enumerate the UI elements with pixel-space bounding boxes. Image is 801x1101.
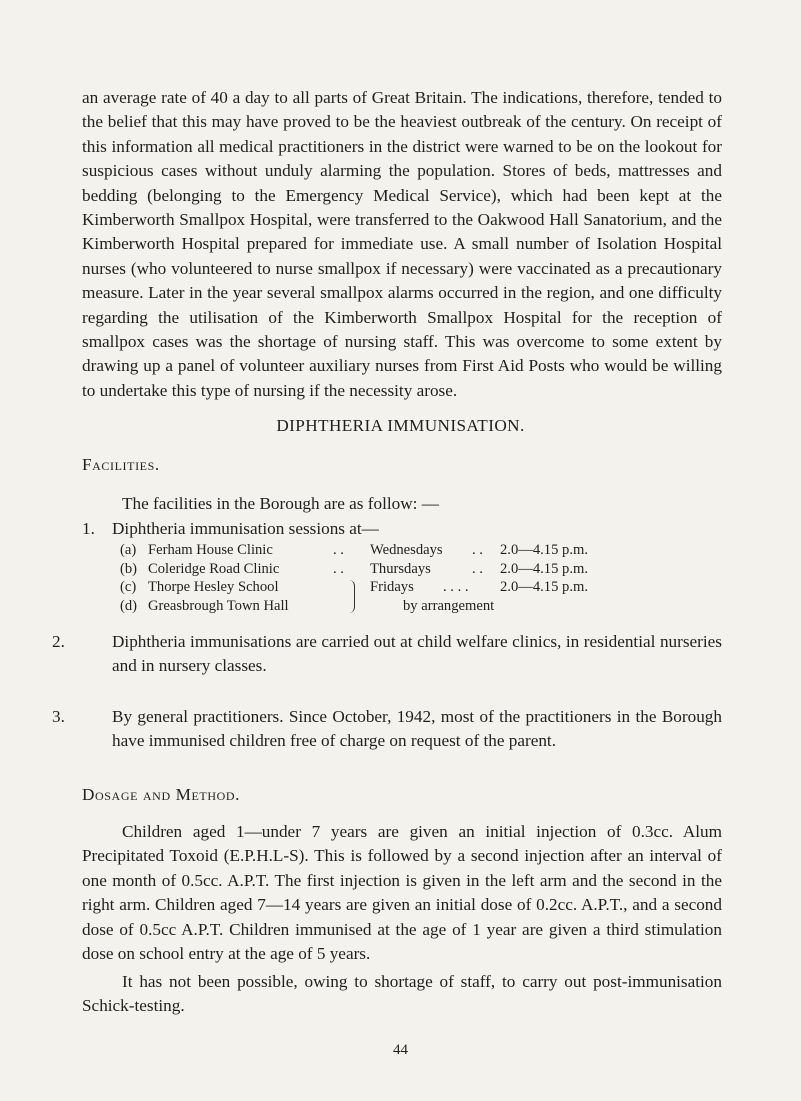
schick-paragraph: It has not been possible, owing to shortage of staff, to carry out post-immunisation Schick-testing. — [82, 972, 722, 1016]
facilities-heading: Facilities. — [82, 455, 160, 474]
item3 — [52, 705, 722, 754]
leader-dots: . . — [472, 560, 483, 577]
dosage-paragraph: Children aged 1—under 7 years are given an initial injection of 0.3cc. Alum Precipitated Toxoid (E.P.H.L-S). This is followed by a second injection after an interval of one month of 0.5cc. A.P.T. The first injection is given in the left arm and the second in the right arm. Children aged 7—14 years are given an initial dose of 0.2cc. A.P.T., and a second dose of 0.5cc A.P.T. Children immunised at the age of 1 year are given a third stimulation dose on school entry at the age of 5 years. — [82, 822, 722, 964]
session-day: Thursdays — [370, 560, 431, 577]
page-number: 44 — [393, 1042, 408, 1058]
item3-number: 3. — [52, 707, 65, 726]
facilities-intro: The facilities in the Borough are as follow: — — [122, 494, 439, 513]
session-row — [120, 542, 740, 561]
session-place: Ferham House Clinic — [148, 542, 273, 558]
sessions-schedule — [120, 542, 740, 616]
session-row — [120, 598, 740, 617]
session-place: Thorpe Hesley School — [148, 579, 279, 595]
session-day: Fridays — [370, 579, 414, 595]
item2 — [52, 630, 722, 679]
session-time: 2.0—4.15 p.m. — [500, 542, 588, 558]
session-place: Greasbrough Town Hall — [148, 597, 289, 614]
session-letter: (b) — [120, 560, 138, 577]
session-place: Coleridge Road Clinic — [148, 560, 280, 577]
session-time: 2.0—4.15 p.m. — [500, 560, 588, 577]
intro-paragraph: an average rate of 40 a day to all parts of Great Britain. The indications, therefore, tended to the belief that this may have proved to be the heaviest outbreak of the century. On receipt of this information all medical practitioners in the district were warned to be on the lookout for suspicious cases without unduly alarming the population. Stores of beds, mattresses and bedding (belonging to the Emergency Medical Service), which had been kept at the Kimberworth Smallpox Hospital, were transferred to the Oakwood Hall Sanatorium, and the Kimberworth Hospital prepared for immediate use. A small number of Isolation Hospital nurses (who volunteered to nurse smallpox if necessary) were vaccinated as a precautionary measure. Later in the year several smallpox alarms occurred in the region, and one difficulty regarding the utilisation of the Kimberworth Smallpox Hospital for the reception of smallpox cases was the shortage of nursing staff. This was overcome to some extent by drawing up a panel of volunteer auxiliary nurses from First Aid Posts who would be willing to undertake this type of nursing if the necessity arose. — [82, 88, 722, 400]
session-row — [120, 579, 740, 598]
section-title: DIPHTHERIA IMMUNISATION. — [276, 416, 525, 435]
session-letter: (d) — [120, 597, 138, 614]
session-row — [120, 561, 740, 580]
item1-text: Diphtheria immunisation sessions at— — [112, 519, 379, 538]
item1-number: 1. — [82, 519, 95, 538]
dosage-heading: Dosage and Method. — [82, 785, 241, 804]
item3-text: By general practitioners. Since October, 1942, most of the practitioners in the Borough have immunised children free of charge on request of the parent. — [112, 707, 722, 751]
leader-dots: . . — [333, 542, 344, 558]
session-day: Wednesdays — [370, 542, 443, 558]
leader-dots: . . — [333, 560, 344, 577]
item2-text: Diphtheria immunisations are carried out at child welfare clinics, in residential nurseries and in nursery classes. — [112, 632, 722, 676]
session-arrangement: by arrangement — [403, 597, 495, 614]
session-letter: (c) — [120, 579, 137, 595]
session-letter: (a) — [120, 542, 137, 558]
right-brace-icon — [348, 580, 355, 613]
leader-dots: . . . . — [443, 579, 469, 595]
item2-number: 2. — [52, 632, 65, 651]
leader-dots: . . — [472, 542, 483, 558]
session-time: 2.0—4.15 p.m. — [500, 579, 588, 595]
